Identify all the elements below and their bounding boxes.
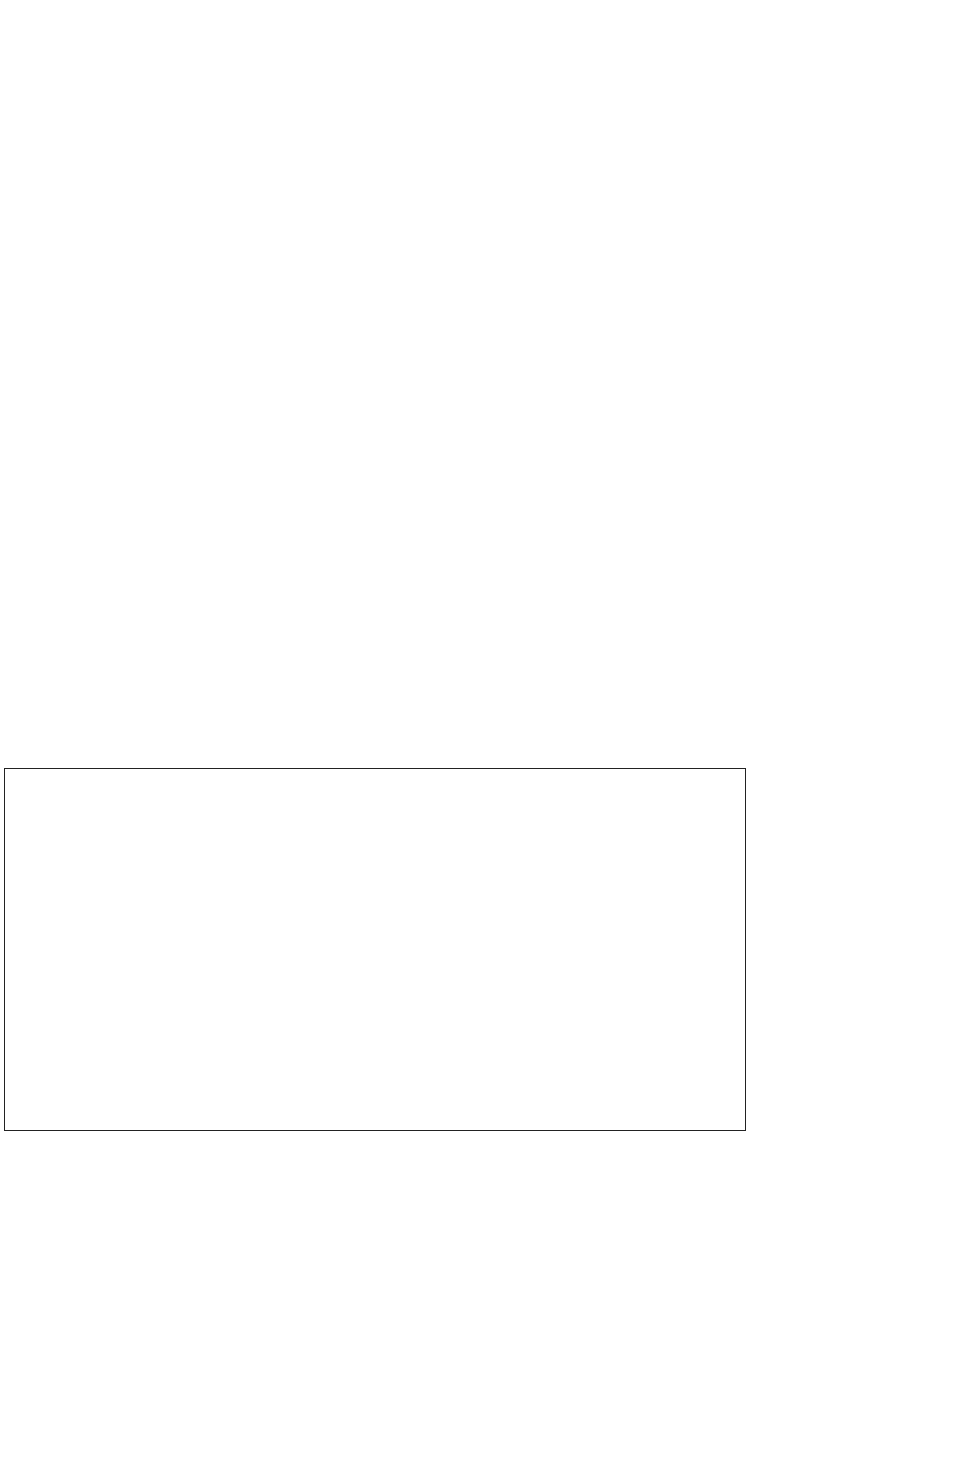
proposal-box (4, 768, 746, 1131)
